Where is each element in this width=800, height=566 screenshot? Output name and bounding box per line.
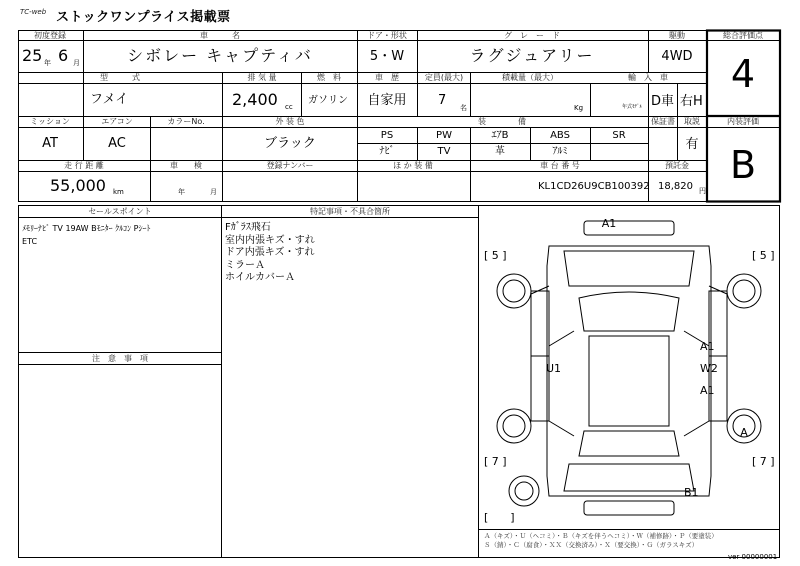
damage-mark-right-lower: A1 [700,384,715,397]
remark-item: Fｶﾞﾗｽ飛石 [225,222,271,233]
damage-mark-right-upper: A1 [700,340,715,353]
mileage: 55,000 [50,176,106,195]
load-label: 積載量（最大） [502,73,558,82]
equip-navi: ﾅﾋﾞ [379,146,395,157]
import-label: 輸 入 車 [628,73,668,82]
interior-score: B [729,143,757,187]
sales-points-line2: ETC [22,237,38,246]
damage-mark-rear: B1 [684,486,699,499]
year-model-label: 年式ﾓﾃﾞﾙ [622,104,643,110]
mileage-unit: km [113,188,124,196]
reg-number-label: 登録ナンバー [266,161,314,170]
other-equipment-label: ほ か 装 備 [393,161,433,170]
fuel: ガソリン [308,95,348,106]
equip-tv: TV [437,146,451,157]
inspection-month-unit: 月 [210,188,217,196]
aircon: AC [108,136,126,151]
equip-ps: PS [380,130,394,141]
color-no-label: カラーNo. [167,117,205,126]
aircon-label: エアコン [101,117,133,126]
tire-front-left: [ 5 ] [484,249,507,262]
exterior-color: ブラック [264,136,316,151]
inspection-year-unit: 年 [178,188,185,196]
first-reg-year: 25 [22,46,43,65]
notes-label: 注 意 事 項 [92,354,148,363]
remark-item: 室内内張キズ・すれ [225,234,315,246]
vehicle-history-label: 車 歴 [375,73,399,82]
dealer-car: D車 [651,94,675,109]
remarks-label: 特記事項・不具合箇所 [310,207,390,216]
chassis-no-label: 車 台 番 号 [540,161,580,170]
door-shape-label: ドア・形状 [367,31,407,40]
equip-pw: PW [436,130,452,141]
grade: ラグジュアリー [469,46,595,65]
damage-mark-left-side: U1 [546,362,562,375]
equip-leather: 革 [495,146,505,157]
car-name: シボレー キャプティバ [127,46,313,65]
load-unit: Kg [574,104,584,112]
overall-score-label: 総合評価点 [723,31,763,40]
equip-airbag: ｴｱB [491,130,509,141]
capacity: 7 [438,93,447,108]
spare-tire: [ ] [484,511,515,524]
mission-label: ミッション [30,117,70,126]
version: ver 00000001 [728,553,778,561]
equip-sr: SR [612,130,626,141]
displacement-label: 排 気 量 [247,73,277,82]
vehicle-history: 自家用 [367,93,407,108]
remark-item: ミラーＡ [225,259,265,271]
equip-alloy: ｱﾙﾐ [552,146,568,157]
remark-item: ホイルカバーＡ [225,272,295,283]
overall-score: 4 [730,52,756,96]
exterior-color-label: 外 装 色 [275,117,305,126]
first-reg-month-unit: 月 [73,59,80,67]
model-label: 型 式 [100,73,140,82]
vehicle-diagram [479,206,779,529]
sales-points-label: セールスポイント [88,207,152,216]
equipment-label: 装 備 [478,117,526,126]
drive-label: 駆動 [669,31,685,40]
deposit: 18,820 [658,181,693,192]
mission: AT [42,136,58,151]
legend-line1: Ａ（キズ）・Ｕ（ヘコミ）・Ｂ（キズを伴うヘコミ）・Ｗ（補修跡）・Ｐ（要塗装） [484,532,718,540]
warranty-label: 保証書 [651,117,675,126]
drive: 4WD [661,49,693,64]
capacity-label: 定員(最大) [424,73,464,82]
damage-mark-right-middle: W2 [700,362,718,375]
equip-abs: ABS [550,130,570,141]
tire-rear-left: [ 7 ] [484,455,507,468]
tire-front-right: [ 5 ] [752,249,775,262]
damage-legend [484,532,718,550]
deposit-label: 預託金 [665,161,689,170]
damage-mark-rear-wheel: A [740,426,748,439]
door-shape: 5・W [369,49,405,64]
document-title: ストックワンプライス掲載票 [56,10,231,25]
manual-label: 取説 [684,117,700,126]
remarks-list [225,222,315,285]
car-name-label: 車 名 [200,31,240,40]
tc-web-logo: TC-web [20,8,47,16]
manual: 有 [685,137,699,152]
displacement: 2,400 [232,90,278,109]
legend-line2: Ｓ（錆）・Ｃ（腐食）・ＸＸ（交換済み）・Ｘ（要交換）・Ｇ（ガラスキズ） [484,540,699,549]
first-reg-label: 初度登録 [34,31,66,40]
first-reg-year-unit: 年 [44,59,51,67]
tire-rear-right: [ 7 ] [752,455,775,468]
inspection-label: 車 検 [170,161,202,170]
grade-label: グ レ ー ド [504,31,560,40]
first-reg-month: 6 [58,46,69,65]
remark-item: ドア内張キズ・すれ [225,247,315,258]
model: フメイ [90,92,129,107]
chassis-no: KL1CD26U9CB100392 [538,181,650,192]
displacement-unit: cc [285,103,293,111]
fuel-label: 燃 料 [317,73,341,82]
deposit-unit: 円 [699,187,706,195]
sales-points-line1: ﾒﾓﾘｰﾅﾋﾞ TV 19AW Bﾓﾆﾀｰ ｸﾙｺﾝ Pｼｰﾄ [22,224,151,233]
capacity-unit: 名 [460,104,467,112]
damage-mark-front: A1 [601,217,617,230]
mileage-label: 走 行 距 離 [64,161,104,170]
handle-side: 右H [680,94,703,109]
interior-score-label: 内装評価 [727,117,759,126]
